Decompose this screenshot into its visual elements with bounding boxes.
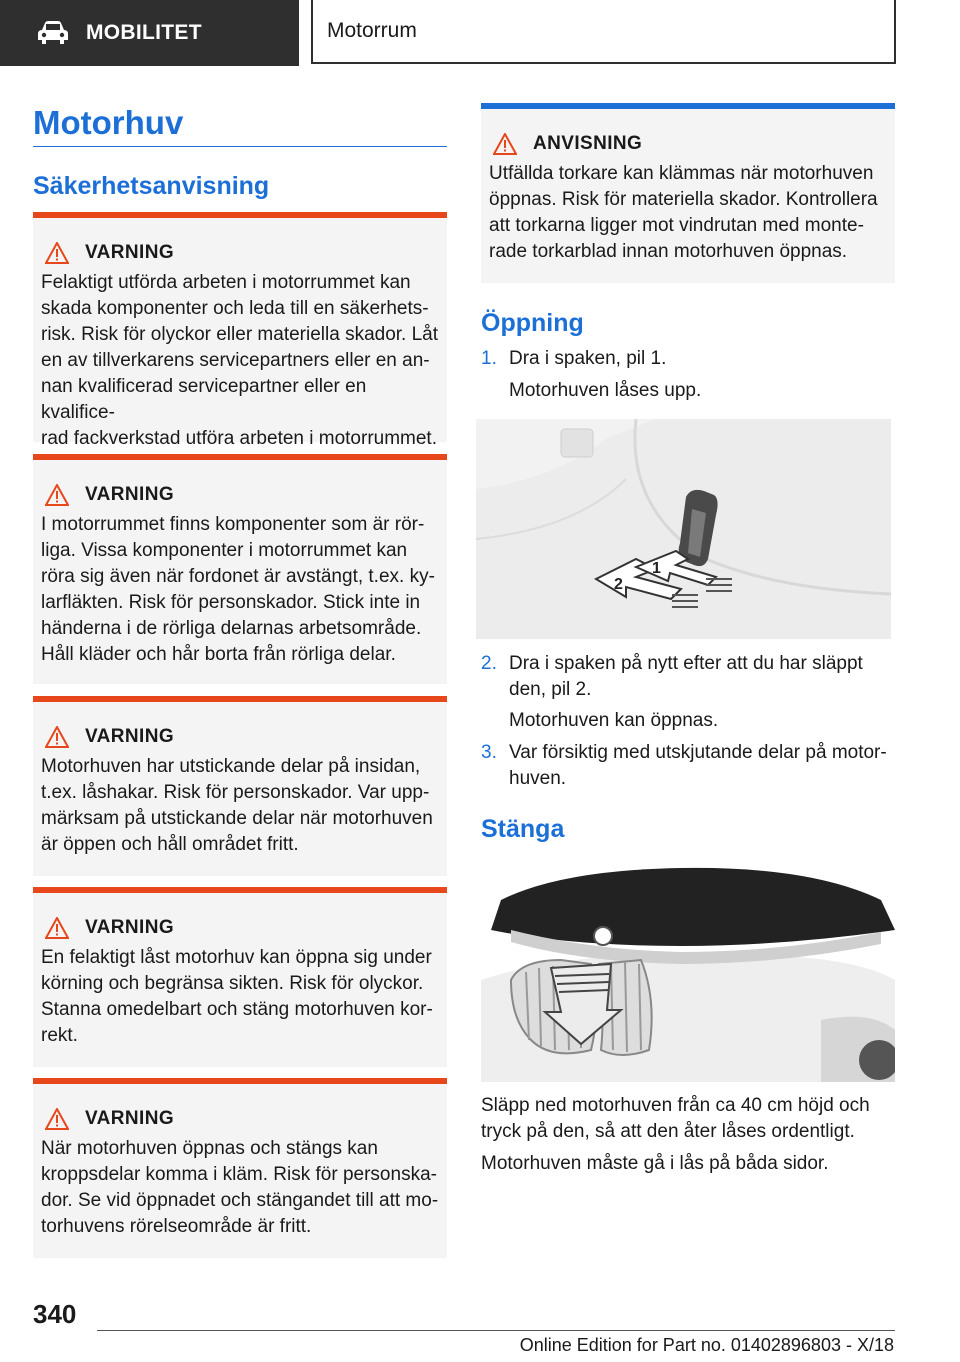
note-box <box>481 103 895 283</box>
step-1-result: Motorhuven låses upp. <box>509 380 702 401</box>
chapter-label: MOBILITET <box>86 21 202 44</box>
closing-text-1: Släpp ned motorhuven från ca 40 cm höjd och tryck på den, så att den åter låses ordentligt. <box>481 1095 870 1142</box>
note-label: ANVISNING <box>533 133 643 154</box>
warning-text: I motorrummet finns komponenter som är rör- liga. Vissa komponenter i motorrummet kan röra sig även när fordonet är avstängt, t.ex. ky- larfläkten. Risk för personskador. Stick inte in händerna i de rörliga delarnas arbetsområde. Håll kläder och hår borta från rörliga delar. <box>41 514 435 665</box>
warning-label: VARNING <box>85 1108 175 1129</box>
title-rule <box>33 146 447 147</box>
warning-triangle-icon <box>45 1108 69 1130</box>
warning-label: VARNING <box>85 917 175 938</box>
step-text: Var försiktig med utskjutande delar på motor- huven. <box>509 742 887 789</box>
footer-rule <box>97 1330 895 1331</box>
warning-box-3 <box>33 696 447 876</box>
step-number: 1. <box>481 348 497 369</box>
warning-label: VARNING <box>85 726 175 747</box>
page-number: 340 <box>33 1299 77 1329</box>
step-2 <box>481 651 895 703</box>
chapter-tab <box>0 0 299 66</box>
step-3 <box>481 740 895 792</box>
step-2-result: Motorhuven kan öppnas. <box>509 710 719 731</box>
warning-box-2 <box>33 454 447 684</box>
arrow-label-2: 2 <box>614 576 623 593</box>
step-number: 3. <box>481 742 497 763</box>
arrow-label-1: 1 <box>652 560 661 577</box>
closing-hood-figure <box>481 860 895 1082</box>
warning-triangle-icon <box>45 242 69 264</box>
note-text: Utfällda torkare kan klämmas när motorhuven öppnas. Risk för materiella skador. Kontrollera att torkarna ligger mot vindrutan med monte- rade torkarblad innan motorhuven öppnas. <box>489 163 878 262</box>
step-text: Dra i spaken, pil 1. <box>509 348 667 369</box>
car-icon <box>36 20 70 46</box>
warning-triangle-icon <box>45 917 69 939</box>
warning-box-4 <box>33 887 447 1067</box>
page-title: Motorhuv <box>33 104 184 141</box>
warning-text: När motorhuven öppnas och stängs kan kroppsdelar komma i kläm. Risk för personska- dor. Se vid öppnadet och stängandet till att mo- torhuvens rörelseområde är fritt. <box>41 1138 439 1237</box>
step-1 <box>481 346 895 372</box>
step-text: Dra i spaken på nytt efter att du har släppt den, pil 2. <box>509 653 863 700</box>
safety-heading: Säkerhetsanvisning <box>33 172 270 200</box>
opening-heading: Öppning <box>481 309 584 337</box>
section-label: Motorrum <box>311 0 896 64</box>
step-number: 2. <box>481 653 497 674</box>
warning-box-1 <box>33 212 447 449</box>
warning-text: Motorhuven har utstickande delar på insidan, t.ex. låshakar. Risk för personskador. Var upp- märksam på utstickande delar när motorhuven är öppen och håll området fritt. <box>41 756 433 855</box>
warning-label: VARNING <box>85 484 175 505</box>
warning-triangle-icon <box>45 726 69 748</box>
closing-text-2: Motorhuven måste gå i lås på båda sidor. <box>481 1153 829 1174</box>
hood-release-lever-figure <box>476 419 891 639</box>
closing-heading: Stänga <box>481 815 565 843</box>
warning-label: VARNING <box>85 242 175 263</box>
warning-text: Felaktigt utförda arbeten i motorrummet kan skada komponenter och leda till en säkerhets- risk. Risk för olyckor eller materiella skador. Låt en av tillverkarens servicepartners eller en an- nan kvalificerad servicepartner eller en kvalifice- rad fackverkstad utföra arbeten i motorrummet. <box>41 272 439 449</box>
warning-text: En felaktigt låst motorhuv kan öppna sig under körning och begränsa sikten. Risk för olyckor. Stanna omedelbart och stäng motorhuven kor- rekt. <box>41 947 433 1046</box>
warning-box-5 <box>33 1078 447 1258</box>
warning-triangle-icon <box>45 484 69 506</box>
edition-text: Online Edition for Part no. 01402896803 - X/18 <box>519 1335 894 1355</box>
warning-triangle-icon <box>493 133 517 155</box>
